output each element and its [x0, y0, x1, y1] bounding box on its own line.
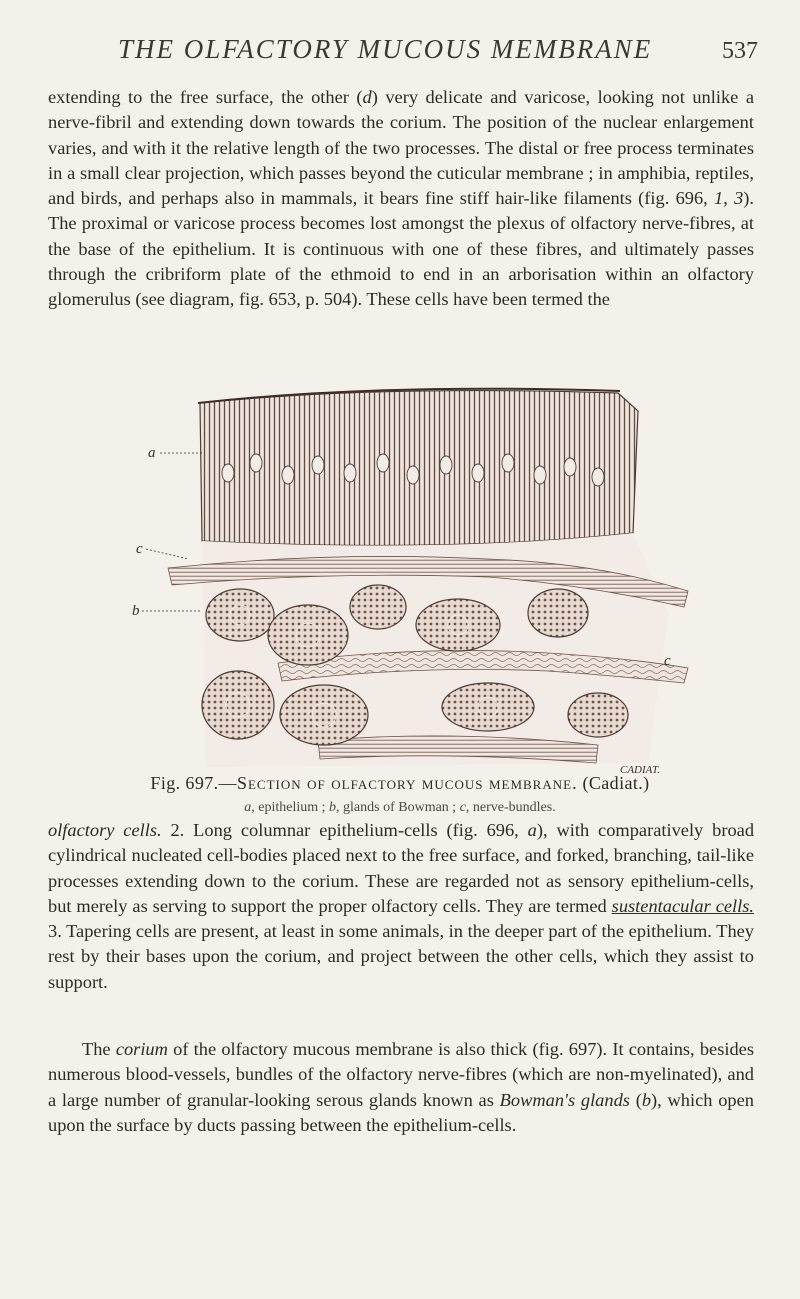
legend-key: a	[244, 800, 252, 815]
legend-text: , epithelium ;	[251, 800, 330, 815]
legend-text: , glands of Bowman ;	[336, 800, 460, 815]
figure-label-b: b	[132, 603, 140, 619]
italic-run: sustentacular cells.	[611, 895, 754, 916]
text-run: ), with comparatively broad cylindrical nucleated cell-bodies placed next to the free surface, and forked, branching, tail-like processes extending down to the corium. These are regarded not as sensory epithelium-cells, but merely as serving to support the proper olfactory cells. They are termed	[48, 820, 755, 916]
text-run: ) very delicate and varicose, looking not unlike a nerve-fibril and extending down towards the corium. The position of the nuclear enlargement varies, and with it the relative length of the two processes. The distal or free process terminates in a small clear projection, which passes beyond the cuticular membrane ; in amphibia, reptiles, and birds, and perhaps also in mammals, it bears fine stiff hair-like filaments (fig. 696,	[48, 87, 754, 209]
italic-run: olfactory cells.	[48, 820, 162, 840]
figure-697-illustration	[128, 363, 704, 783]
italic-run: 1	[714, 188, 724, 209]
paragraph-2	[48, 818, 754, 995]
running-header	[118, 34, 758, 74]
italic-run: Bowman's glands	[499, 1089, 630, 1110]
text-run: (	[629, 1089, 642, 1110]
text-run: extending to the free surface, the other (	[48, 87, 363, 107]
legend-key: c	[459, 800, 466, 815]
text-run: 3. Tapering cells are present, at least in some animals, in the deeper part of the epithelium. They rest by their bases upon the corium, and project between the other cells, which they assist to support.	[48, 921, 754, 992]
italic-run: d	[362, 87, 372, 107]
figure-signature: CADIAT.	[620, 764, 661, 776]
italic-run: 3	[734, 188, 744, 209]
text-run: of the olfactory mucous membrane is also thick (fig. 697). It contains, besides numerous blood-vessels, bundles of the olfactory nerve-fibres (which are non-myelinated), and a large number of granular-looking serous glands known as	[48, 1039, 754, 1110]
text-run: ,	[723, 188, 735, 209]
figure-caption	[0, 773, 800, 794]
figure-label-a: a	[148, 445, 156, 461]
figure-credit: (Cadiat.)	[582, 773, 650, 793]
figure-number: Fig. 697.	[150, 773, 219, 793]
page-number: 537	[722, 38, 758, 64]
text-run: ), which open upon the surface by ducts passing between the epithelium-cells.	[48, 1089, 754, 1135]
caption-dash: —	[218, 773, 237, 793]
text-run: The	[82, 1039, 116, 1059]
figure-legend	[0, 800, 800, 816]
italic-run: b	[641, 1089, 652, 1110]
paragraph-1	[48, 85, 754, 313]
italic-run: corium	[115, 1039, 168, 1059]
running-title: THE OLFACTORY MUCOUS MEMBRANE	[118, 34, 653, 64]
paragraph-3	[48, 1037, 754, 1138]
figure-title: Section of olfactory mucous membrane.	[236, 773, 578, 793]
text-run: ). The proximal or varicose process becomes lost amongst the plexus of olfactory nerve-fibres, at the base of the epithelium. It is continuous with one of these fibres, and ultimately passes through the cribriform plate of the ethmoid to end in an arborisation within an olfactory glomerulus (see diagram, fig. 653, p. 504). These cells have been termed the	[48, 188, 754, 310]
legend-key: b	[329, 800, 337, 815]
figure-label-c-left: c	[136, 541, 143, 557]
legend-text: , nerve-bundles.	[465, 800, 556, 815]
figure-label-c-right: c	[664, 653, 671, 669]
italic-run: a	[527, 820, 537, 840]
text-run: 2. Long columnar epithelium-cells (fig. 696,	[161, 820, 528, 840]
